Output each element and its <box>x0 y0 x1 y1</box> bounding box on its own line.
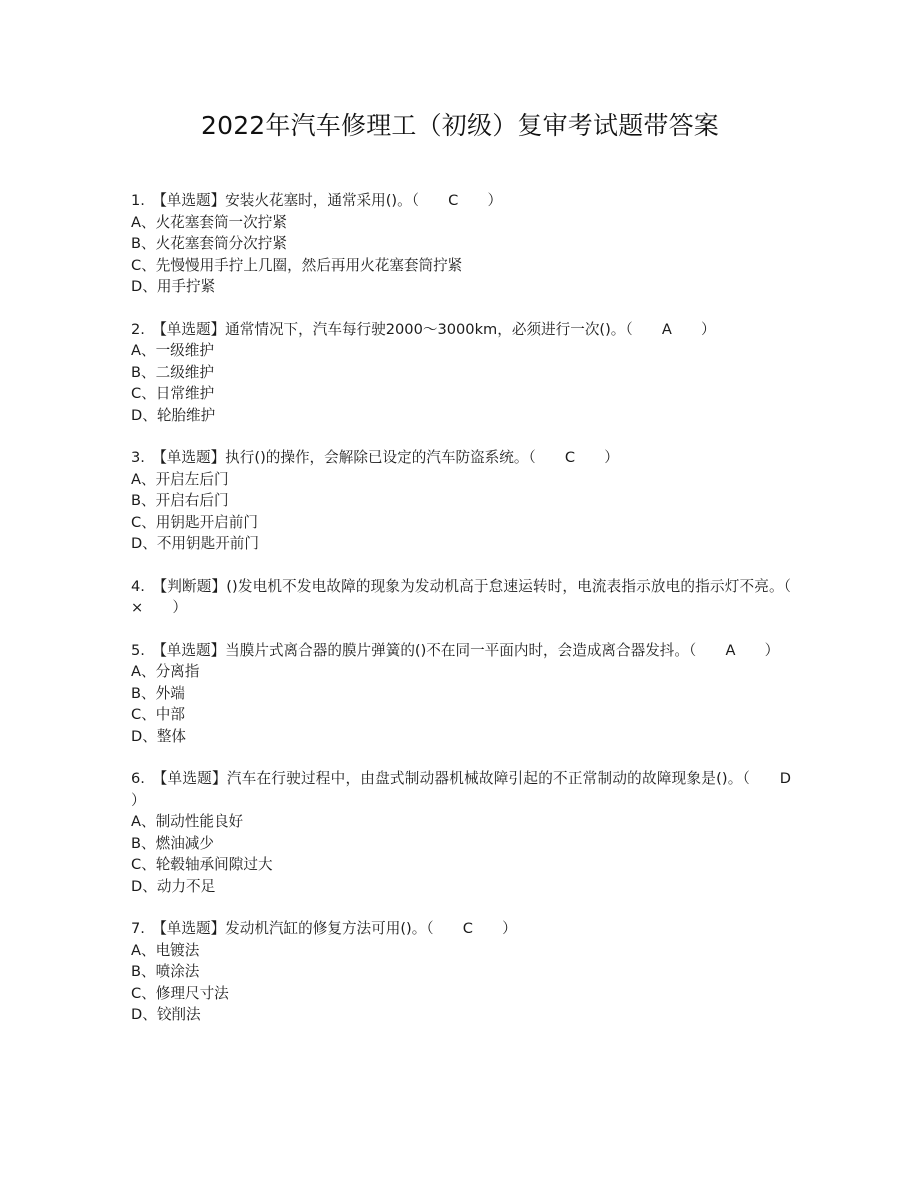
question-stem: 5. 【单选题】当膜片式离合器的膜片弹簧的()不在同一平面内时，会造成离合器发抖。（ A ） <box>131 641 780 659</box>
option-line: A、一级维护 <box>131 342 214 359</box>
question-stem: 3. 【单选题】执行()的操作，会解除已设定的汽车防盗系统。（ C ） <box>131 449 619 466</box>
question-stem: 6. 【单选题】汽车在行驶过程中，由盘式制动器机械故障引起的不正常制动的故障现象是()。（ D ） <box>131 770 821 809</box>
question-list <box>131 190 821 1026</box>
option-line: A、火花塞套筒一次拧紧 <box>131 213 287 231</box>
option-line: A、分离指 <box>131 663 200 680</box>
option-line: C、轮毂轴承间隙过大 <box>131 856 273 873</box>
option-line: D、轮胎维护 <box>131 406 216 424</box>
option-line: A、开启左后门 <box>131 470 229 488</box>
question-stem: 2. 【单选题】通常情况下，汽车每行驶2000～3000km，必须进行一次()。（ A ） <box>131 320 716 338</box>
option-line: D、铰削法 <box>131 1006 201 1023</box>
question-stem: 7. 【单选题】发动机汽缸的修复方法可用()。（ C ） <box>131 920 517 937</box>
question-block <box>131 768 821 897</box>
option-line: A、电镀法 <box>131 941 200 959</box>
option-line: C、中部 <box>131 706 185 723</box>
option-line: C、先慢慢用手拧上几圈，然后再用火花塞套筒拧紧 <box>131 256 463 274</box>
option-line: D、整体 <box>131 727 187 745</box>
page-title: 2022年汽车修理工（初级）复审考试题带答案 <box>200 111 720 140</box>
option-line: C、修理尺寸法 <box>131 984 229 1002</box>
question-block <box>131 447 791 555</box>
option-line: D、用手拧紧 <box>131 278 216 295</box>
question-block <box>131 918 791 1026</box>
option-line: C、日常维护 <box>131 385 215 402</box>
question-block <box>131 190 791 298</box>
option-line: B、开启右后门 <box>131 492 229 509</box>
option-line: C、用钥匙开启前门 <box>131 513 258 531</box>
question-block <box>131 576 821 619</box>
question-stem: 4. 【判断题】()发电机不发电故障的现象为发动机高于怠速运转时，电流表指示放电的指示灯不亮。（ × ） <box>131 577 821 616</box>
question-block <box>131 640 791 748</box>
option-line: B、二级维护 <box>131 363 214 381</box>
question-stem: 1. 【单选题】安装火花塞时，通常采用()。（ C ） <box>131 192 503 209</box>
option-line: B、喷涂法 <box>131 963 200 980</box>
option-line: D、动力不足 <box>131 877 216 895</box>
option-line: A、制动性能良好 <box>131 813 244 830</box>
option-line: B、燃油减少 <box>131 834 214 852</box>
question-block <box>131 319 791 427</box>
option-line: B、火花塞套筒分次拧紧 <box>131 235 287 252</box>
option-line: D、不用钥匙开前门 <box>131 535 259 552</box>
option-line: B、外端 <box>131 684 185 702</box>
